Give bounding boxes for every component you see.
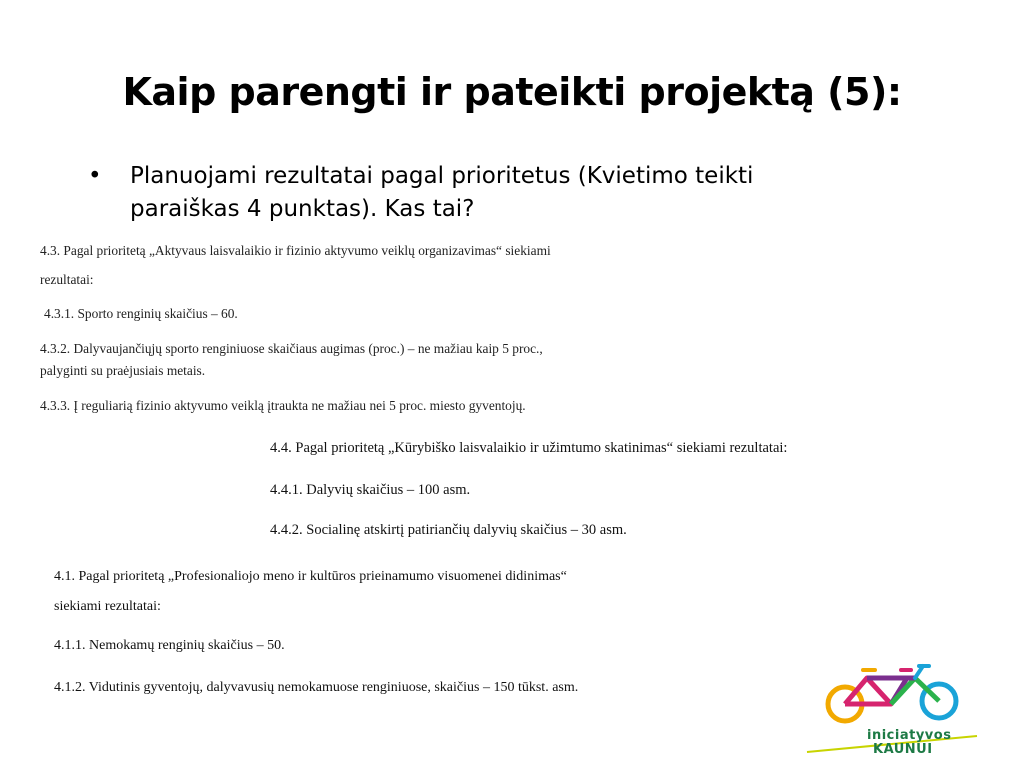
slide-title: Kaip parengti ir pateikti projektą (5): bbox=[122, 70, 902, 114]
excerpt-line: 4.4.1. Dalyvių skaičius – 100 asm. bbox=[270, 482, 471, 498]
logo-text-line2: KAUNUI bbox=[873, 742, 933, 757]
excerpt-line: 4.1. Pagal prioritetą „Profesionaliojo meno ir kultūros prieinamumo visuomenei didinimas“ bbox=[54, 569, 567, 584]
excerpt-line: 4.3.3. Į reguliarią fizinio aktyvumo veiklą įtraukta ne mažiau nei 5 proc. miesto gyventojų. bbox=[40, 398, 526, 413]
excerpt-line: 4.1.1. Nemokamų renginių skaičius – 50. bbox=[54, 638, 285, 653]
excerpt-line: 4.1.2. Vidutinis gyventojų, dalyvavusių nemokamuose renginiuose, skaičius – 150 tūkst. asm. bbox=[54, 680, 579, 695]
excerpt-line: 4.4.2. Socialinę atskirtį patiriančių dalyvių skaičius – 30 asm. bbox=[270, 522, 627, 538]
excerpt-line: rezultatai: bbox=[40, 272, 94, 287]
bullet-item bbox=[88, 160, 888, 226]
excerpt-line: palyginti su praėjusiais metais. bbox=[40, 363, 206, 378]
logo-text-line1: iniciatyvos bbox=[867, 728, 952, 743]
bullet-text-line2: paraiškas 4 punktas). Kas tai? bbox=[130, 196, 475, 222]
excerpt-line: 4.4. Pagal prioritetą „Kūrybiško laisvalaikio ir užimtumo skatinimas“ siekiami rezultatai: bbox=[270, 440, 788, 456]
excerpt-line: 4.3. Pagal prioritetą „Aktyvaus laisvalaikio ir fizinio aktyvumo veiklų organizavimas“ siekiami bbox=[40, 243, 551, 258]
excerpt-line: 4.3.2. Dalyvaujančiųjų sporto renginiuose skaičiaus augimas (proc.) – ne mažiau kaip 5 proc., bbox=[40, 341, 543, 356]
iniciatyvos-kaunui-logo bbox=[805, 660, 983, 760]
excerpt-line: 4.3.1. Sporto renginių skaičius – 60. bbox=[44, 306, 238, 321]
bullet-dot: • bbox=[88, 163, 102, 189]
bullet-text-line1: Planuojami rezultatai pagal prioritetus (Kvietimo teikti bbox=[130, 163, 754, 189]
excerpt-line: siekiami rezultatai: bbox=[54, 599, 161, 614]
